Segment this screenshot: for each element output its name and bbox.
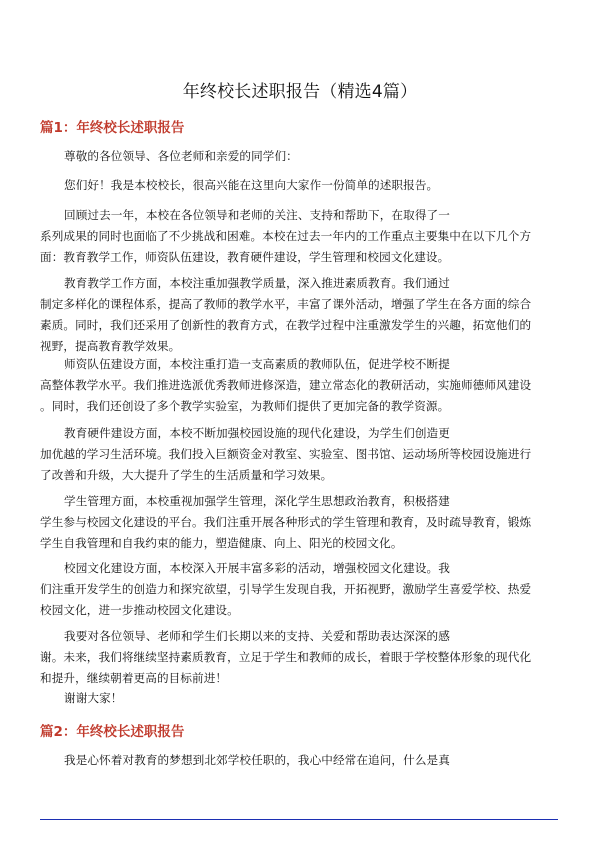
paragraph-line: 了改善和升级，大大提升了学生的生活质量和学习效果。: [40, 468, 333, 482]
paragraph-line: 师资队伍建设方面，本校注重打造一支高素质的教师队伍，促进学校不断提: [64, 357, 450, 371]
document-title: 年终校长述职报告（精选4篇）: [182, 82, 418, 102]
paragraph-line: 谢谢大家！: [64, 691, 123, 705]
section-heading-1: 篇1：年终校长述职报告: [40, 120, 185, 136]
paragraph-line: 尊敬的各位领导、各位老师和亲爱的同学们：: [64, 149, 298, 163]
paragraph-line: 。同时，我们还创设了多个教学实验室，为教师们提供了更加完备的教学资源。: [40, 399, 450, 413]
paragraph-line: 教育硬件建设方面，本校不断加强校园设施的现代化建设，为学生们创造更: [64, 426, 450, 440]
paragraph-line: 和提升，继续朝着更高的目标前进！: [40, 671, 228, 685]
paragraph-line: 您们好！我是本校校长，很高兴能在这里向大家作一份简单的述职报告。: [64, 178, 439, 192]
paragraph: [40, 423, 564, 486]
paragraph-line: 们注重开发学生的创造力和探究欲望，引导学生发现自我，开拓视野，激励学生喜爱学校、热爱: [40, 582, 532, 596]
paragraph-line: 我要对各位领导、老师和学生们长期以来的支持、关爱和帮助表达深深的感: [64, 629, 450, 643]
paragraph-line: 高整体教学水平。我们推进选派优秀教师进修深造，建立常态化的教研活动，实施师德师风建设: [40, 378, 532, 392]
paragraph-line: 校园文化建设方面，本校深入开展丰富多彩的活动，增强校园文化建设。我: [64, 561, 450, 575]
paragraph-line: 我是心怀着对教育的梦想到北郊学校任职的，我心中经常在追问，什么是真: [64, 753, 450, 767]
paragraph-line: 视野，提高教育教学效果。: [40, 339, 181, 353]
paragraph-line: 加优越的学习生活环境。我们投入巨额资金对教室、实验室、图书馆、运动场所等校园设施进行: [40, 447, 532, 461]
paragraph: [40, 273, 564, 357]
paragraph-line: 学生自我管理和自我约束的能力，塑造健康、向上、阳光的校园文化。: [40, 536, 403, 550]
paragraph-line: 学生参与校园文化建设的平台。我们注重开展各种形式的学生管理和教育，及时疏导教育，锻炼: [40, 515, 532, 529]
paragraph: [40, 175, 564, 196]
paragraph: [40, 688, 564, 709]
page-divider: [40, 819, 558, 820]
paragraph-line: 回顾过去一年，本校在各位领导和老师的关注、支持和帮助下，在取得了一: [64, 208, 450, 222]
paragraph: [40, 491, 564, 554]
paragraph-line: 教育教学工作方面，本校注重加强教学质量，深入推进素质教育。我们通过: [64, 276, 450, 290]
paragraph-line: 素质。同时，我们还采用了创新性的教育方式，在教学过程中注重激发学生的兴趣，拓宽他们的: [40, 318, 532, 332]
section-heading-2: 篇2：年终校长述职报告: [40, 724, 185, 740]
paragraph-line: 面：教育教学工作，师资队伍建设，教育硬件建设，学生管理和校园文化建设。: [40, 250, 450, 264]
paragraph: [40, 750, 564, 771]
paragraph: [40, 558, 564, 621]
paragraph-line: 学生管理方面，本校重视加强学生管理，深化学生思想政治教育，积极搭建: [64, 494, 450, 508]
paragraph: [40, 354, 564, 417]
paragraph-line: 谢。未来，我们将继续坚持素质教育，立足于学生和教师的成长，着眼于学校整体形象的现代化: [40, 650, 532, 664]
paragraph: [40, 626, 564, 689]
paragraph: [40, 205, 564, 268]
paragraph-line: 系列成果的同时也面临了不少挑战和困难。本校在过去一年内的工作重点主要集中在以下几个方: [40, 229, 532, 243]
paragraph-line: 校园文化，进一步推动校园文化建设。: [40, 603, 239, 617]
paragraph: [40, 146, 564, 167]
paragraph-line: 制定多样化的课程体系，提高了教师的教学水平，丰富了课外活动，增强了学生在各方面的综合: [40, 297, 532, 311]
